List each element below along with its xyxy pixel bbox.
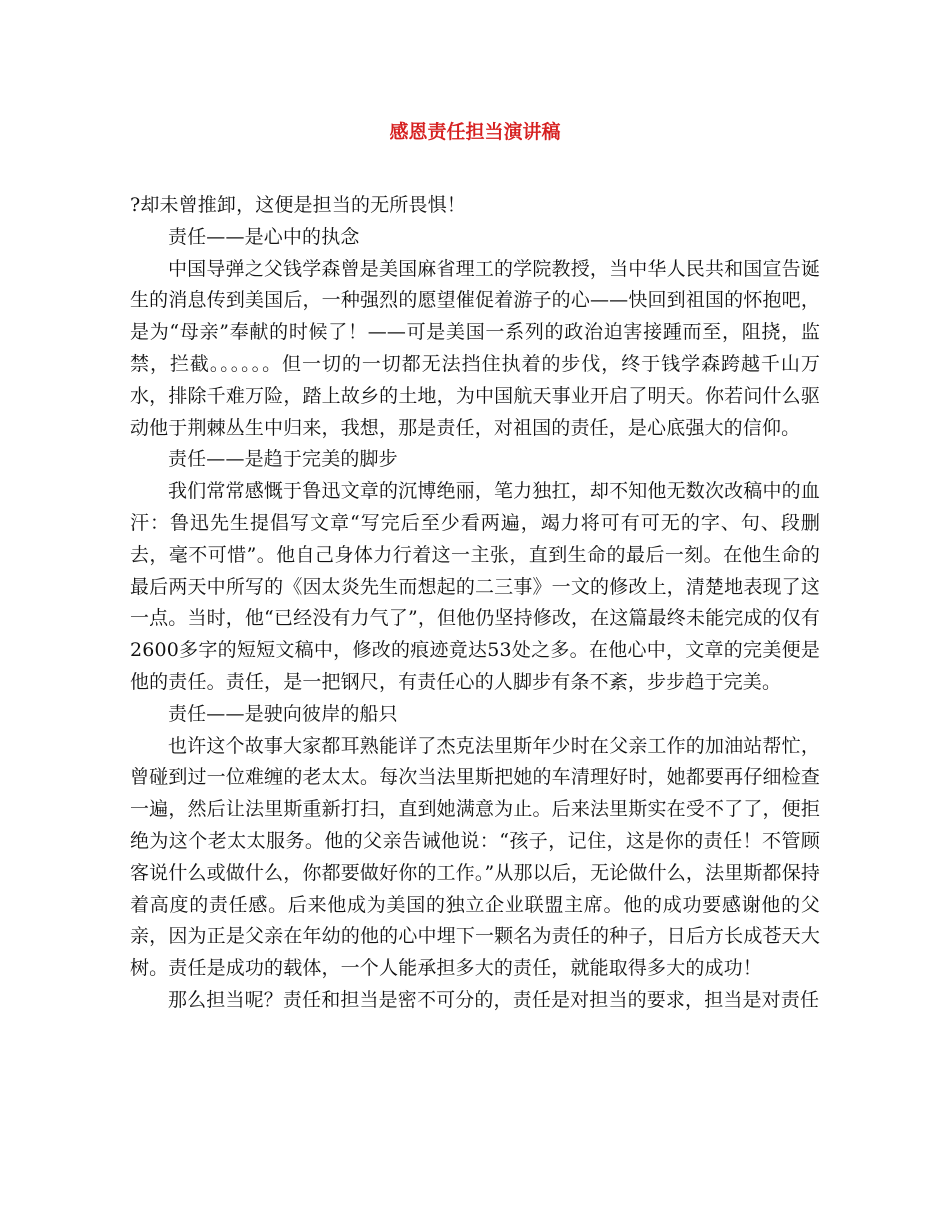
section-heading: 责任——是心中的执念 xyxy=(168,225,360,248)
document-title: 感恩责任担当演讲稿 xyxy=(389,121,561,143)
body-paragraph: 那么担当呢？责任和担当是密不可分的，责任是对担当的要求，担当是对责任 xyxy=(168,988,820,1011)
section-heading: 责任——是驶向彼岸的船只 xyxy=(168,702,398,725)
document-body xyxy=(130,190,820,1017)
body-paragraph: 中国导弹之父钱学森曾是美国麻省理工的学院教授，当中华人民共和国宣告诞生的消息传到美国后，一种强烈的愿望催促着游子的心——快回到祖国的怀抱吧，是为“母亲”奉献的时候了！——可是美国一系列的政治迫害接踵而至，阻挠，监禁，拦截。。。。。。但一切的一切都无法挡住执着的步伐，终于钱学森跨越千山万水，排除千难万险，踏上故乡的土地，为中国航天事业开启了明天。你若问什么驱动他于荆棘丛生中归来，我想，那是责任，对祖国的责任，是心底强大的信仰。 xyxy=(130,257,820,439)
body-paragraph: ?却未曾推卸，这便是担当的无所畏惧！ xyxy=(130,194,466,216)
body-paragraph: 我们常常感慨于鲁迅文章的沉博绝丽，笔力独扛，却不知他无数次改稿中的血汗：鲁迅先生提倡写文章“写完后至少看两遍，竭力将可有可无的字、句、段删去，毫不可惜”。他自己身体力行着这一主张，直到生命的最后一刻。在他生命的最后两天中所写的《因太炎先生而想起的二三事》一文的修改上，清楚地表现了这一点。当时，他“已经没有力气了”，但他仍坚持修改，在这篇最终未能完成的仅有2600多字的短短文稿中，修改的痕迹竟达53处之多。在他心中，文章的完美便是他的责任。责任，是一把钢尺，有责任心的人脚步有条不紊，步步趋于完美。 xyxy=(130,480,820,693)
body-paragraph: 也许这个故事大家都耳熟能详了杰克法里斯年少时在父亲工作的加油站帮忙，曾碰到过一位难缠的老太太。每次当法里斯把她的车清理好时，她都要再仔细检查一遍，然后让法里斯重新打扫，直到她满意为止。后来法里斯实在受不了了，便拒绝为这个老太太服务。他的父亲告诫他说：“孩子，记住，这是你的责任！不管顾客说什么或做什么，你都要做好你的工作。”从那以后，无论做什么，法里斯都保持着高度的责任感。后来他成为美国的独立企业联盟主席。他的成功要感谢他的父亲，因为正是父亲在年幼的他的心中埋下一颗名为责任的种子，日后方长成苍天大树。责任是成功的载体，一个人能承担多大的责任，就能取得多大的成功！ xyxy=(130,734,820,980)
section-heading: 责任——是趋于完美的脚步 xyxy=(168,448,398,471)
